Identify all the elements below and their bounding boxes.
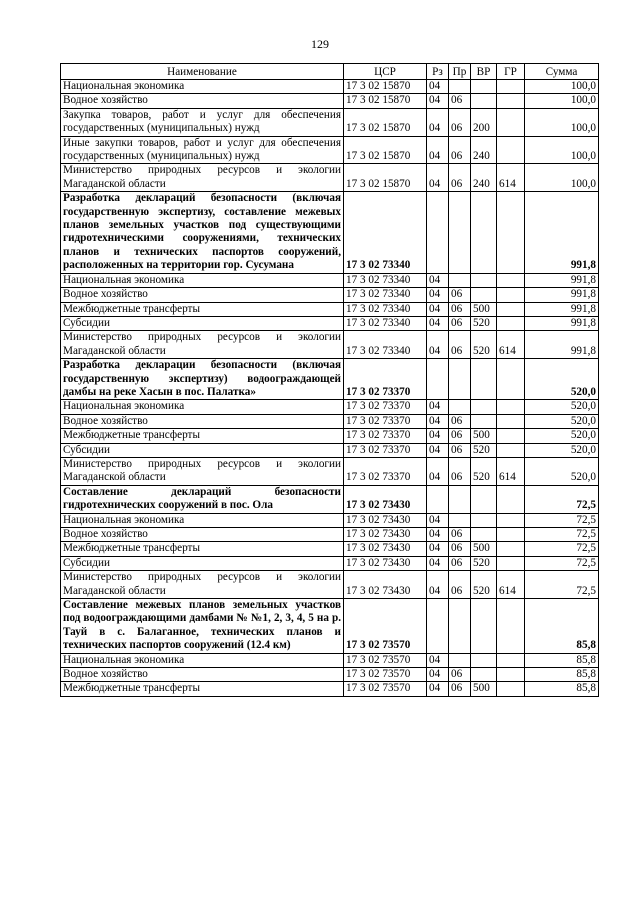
cell-pr: 06 [449, 108, 471, 136]
cell-rz: 04 [427, 94, 449, 108]
cell-name: Водное хозяйство [61, 288, 344, 302]
cell-rz: 04 [427, 288, 449, 302]
cell-csr: 17 3 02 73570 [344, 653, 427, 667]
cell-name: Министерство природных ресурсов и экологии Магаданской области [61, 331, 344, 359]
cell-sum: 520,0 [525, 443, 599, 457]
table-row [61, 192, 599, 273]
cell-pr: 06 [449, 528, 471, 542]
cell-name: Составление межевых планов земельных участков под водоограждающими дамбами № №1, 2, 3, 4, 5 на р. Тауй в с. Балаганное, технических планов и технических паспортов сооружений (12.4 км) [61, 599, 344, 654]
cell-rz: 04 [427, 513, 449, 527]
cell-sum: 85,8 [525, 653, 599, 667]
cell-vr: 240 [471, 136, 497, 164]
table-row [61, 414, 599, 428]
cell-sum: 520,0 [525, 457, 599, 485]
cell-rz: 04 [427, 528, 449, 542]
table-row [61, 457, 599, 485]
cell-csr: 17 3 02 73570 [344, 599, 427, 654]
cell-gr [497, 682, 525, 696]
cell-name: Национальная экономика [61, 80, 344, 94]
cell-gr [497, 136, 525, 164]
cell-name: Министерство природных ресурсов и экологии Магаданской области [61, 571, 344, 599]
cell-csr: 17 3 02 73370 [344, 443, 427, 457]
cell-csr: 17 3 02 15870 [344, 164, 427, 192]
table-row [61, 288, 599, 302]
cell-rz: 04 [427, 80, 449, 94]
cell-csr: 17 3 02 73340 [344, 192, 427, 273]
cell-gr: 614 [497, 457, 525, 485]
cell-rz: 04 [427, 457, 449, 485]
table-row [61, 400, 599, 414]
cell-sum: 991,8 [525, 331, 599, 359]
cell-csr: 17 3 02 15870 [344, 108, 427, 136]
cell-name: Разработка декларации безопасности (включая государственную экспертизу) водоограждающей дамбы на реке Хасын в пос. Палатка» [61, 359, 344, 400]
table-row [61, 682, 599, 696]
table-row [61, 108, 599, 136]
cell-vr [471, 528, 497, 542]
cell-name: Закупка товаров, работ и услуг для обеспечения государственных (муниципальных) нужд [61, 108, 344, 136]
cell-name: Национальная экономика [61, 653, 344, 667]
cell-sum: 72,5 [525, 571, 599, 599]
cell-sum: 72,5 [525, 513, 599, 527]
cell-vr: 500 [471, 302, 497, 316]
cell-pr: 06 [449, 542, 471, 556]
cell-gr [497, 668, 525, 682]
cell-vr: 520 [471, 331, 497, 359]
cell-rz: 04 [427, 429, 449, 443]
cell-name: Водное хозяйство [61, 94, 344, 108]
header-vr: ВР [471, 64, 497, 80]
cell-rz [427, 192, 449, 273]
cell-name: Министерство природных ресурсов и экологии Магаданской области [61, 164, 344, 192]
cell-csr: 17 3 02 73430 [344, 571, 427, 599]
cell-pr [449, 653, 471, 667]
table-row [61, 571, 599, 599]
cell-csr: 17 3 02 73370 [344, 359, 427, 400]
cell-pr [449, 400, 471, 414]
cell-csr: 17 3 02 73430 [344, 513, 427, 527]
cell-name: Межбюджетные трансферты [61, 429, 344, 443]
cell-pr [449, 599, 471, 654]
cell-sum: 100,0 [525, 94, 599, 108]
cell-name: Межбюджетные трансферты [61, 542, 344, 556]
cell-pr: 06 [449, 302, 471, 316]
table-row [61, 94, 599, 108]
cell-rz: 04 [427, 273, 449, 287]
cell-vr: 520 [471, 556, 497, 570]
cell-gr [497, 94, 525, 108]
table-row [61, 556, 599, 570]
cell-rz: 04 [427, 571, 449, 599]
cell-rz: 04 [427, 400, 449, 414]
cell-vr [471, 94, 497, 108]
cell-sum: 520,0 [525, 414, 599, 428]
cell-csr: 17 3 02 15870 [344, 80, 427, 94]
cell-pr: 06 [449, 429, 471, 443]
cell-csr: 17 3 02 73340 [344, 273, 427, 287]
cell-csr: 17 3 02 73370 [344, 414, 427, 428]
cell-csr: 17 3 02 73570 [344, 668, 427, 682]
cell-pr [449, 273, 471, 287]
cell-vr [471, 273, 497, 287]
cell-csr: 17 3 02 73340 [344, 316, 427, 330]
cell-gr [497, 599, 525, 654]
cell-csr: 17 3 02 73430 [344, 485, 427, 513]
cell-gr [497, 443, 525, 457]
table-row [61, 359, 599, 400]
cell-gr [497, 556, 525, 570]
cell-sum: 991,8 [525, 192, 599, 273]
table-row [61, 429, 599, 443]
cell-rz: 04 [427, 302, 449, 316]
cell-vr: 520 [471, 457, 497, 485]
cell-gr [497, 302, 525, 316]
cell-name: Субсидии [61, 316, 344, 330]
cell-sum: 100,0 [525, 80, 599, 94]
cell-gr [497, 414, 525, 428]
cell-sum: 85,8 [525, 599, 599, 654]
table-row [61, 80, 599, 94]
cell-rz [427, 485, 449, 513]
budget-table [60, 63, 599, 697]
cell-rz: 04 [427, 316, 449, 330]
header-sum: Сумма [525, 64, 599, 80]
cell-gr [497, 653, 525, 667]
cell-vr [471, 414, 497, 428]
table-row [61, 513, 599, 527]
cell-csr: 17 3 02 73340 [344, 288, 427, 302]
cell-name: Водное хозяйство [61, 668, 344, 682]
cell-vr [471, 192, 497, 273]
cell-vr [471, 359, 497, 400]
cell-rz: 04 [427, 136, 449, 164]
cell-vr [471, 80, 497, 94]
header-gr: ГР [497, 64, 525, 80]
cell-gr [497, 400, 525, 414]
table-row [61, 273, 599, 287]
cell-pr [449, 359, 471, 400]
cell-gr [497, 192, 525, 273]
table-body [61, 80, 599, 697]
cell-gr [497, 485, 525, 513]
cell-name: Составление деклараций безопасности гидротехнических сооружений в пос. Ола [61, 485, 344, 513]
cell-csr: 17 3 02 73430 [344, 556, 427, 570]
cell-vr [471, 288, 497, 302]
cell-name: Водное хозяйство [61, 528, 344, 542]
cell-csr: 17 3 02 73370 [344, 429, 427, 443]
cell-vr: 200 [471, 108, 497, 136]
header-csr: ЦСР [344, 64, 427, 80]
cell-sum: 85,8 [525, 682, 599, 696]
cell-gr [497, 513, 525, 527]
cell-vr [471, 599, 497, 654]
cell-gr [497, 359, 525, 400]
cell-gr [497, 528, 525, 542]
cell-name: Национальная экономика [61, 513, 344, 527]
page-number: 129 [311, 37, 329, 51]
cell-csr: 17 3 02 73570 [344, 682, 427, 696]
cell-vr [471, 668, 497, 682]
table-row [61, 485, 599, 513]
cell-sum: 991,8 [525, 273, 599, 287]
cell-sum: 520,0 [525, 400, 599, 414]
cell-pr: 06 [449, 94, 471, 108]
cell-csr: 17 3 02 73340 [344, 302, 427, 316]
table-row [61, 316, 599, 330]
cell-csr: 17 3 02 73370 [344, 457, 427, 485]
cell-csr: 17 3 02 73430 [344, 542, 427, 556]
cell-vr: 500 [471, 682, 497, 696]
cell-pr: 06 [449, 164, 471, 192]
cell-csr: 17 3 02 15870 [344, 136, 427, 164]
cell-sum: 72,5 [525, 485, 599, 513]
table-row [61, 443, 599, 457]
cell-sum: 100,0 [525, 136, 599, 164]
cell-gr [497, 80, 525, 94]
cell-pr: 06 [449, 288, 471, 302]
cell-pr: 06 [449, 571, 471, 599]
cell-gr: 614 [497, 571, 525, 599]
cell-rz: 04 [427, 331, 449, 359]
cell-name: Иные закупки товаров, работ и услуг для обеспечения государственных (муниципальных) нужд [61, 136, 344, 164]
cell-pr: 06 [449, 457, 471, 485]
cell-pr: 06 [449, 414, 471, 428]
cell-name: Субсидии [61, 556, 344, 570]
cell-gr: 614 [497, 331, 525, 359]
table-row [61, 136, 599, 164]
cell-name: Национальная экономика [61, 400, 344, 414]
cell-rz [427, 359, 449, 400]
cell-gr [497, 429, 525, 443]
table-row [61, 164, 599, 192]
cell-gr [497, 542, 525, 556]
table-row [61, 542, 599, 556]
cell-rz: 04 [427, 108, 449, 136]
cell-pr [449, 513, 471, 527]
cell-vr [471, 485, 497, 513]
cell-sum: 72,5 [525, 542, 599, 556]
cell-pr: 06 [449, 556, 471, 570]
cell-sum: 72,5 [525, 556, 599, 570]
cell-rz: 04 [427, 653, 449, 667]
cell-sum: 100,0 [525, 164, 599, 192]
cell-gr [497, 108, 525, 136]
cell-csr: 17 3 02 73340 [344, 331, 427, 359]
cell-vr [471, 513, 497, 527]
cell-sum: 100,0 [525, 108, 599, 136]
cell-vr: 240 [471, 164, 497, 192]
cell-sum: 991,8 [525, 316, 599, 330]
cell-pr: 06 [449, 443, 471, 457]
table-row [61, 302, 599, 316]
cell-vr [471, 400, 497, 414]
cell-vr: 500 [471, 542, 497, 556]
cell-rz: 04 [427, 443, 449, 457]
cell-rz: 04 [427, 542, 449, 556]
cell-name: Водное хозяйство [61, 414, 344, 428]
cell-sum: 991,8 [525, 288, 599, 302]
cell-vr: 520 [471, 316, 497, 330]
cell-sum: 520,0 [525, 429, 599, 443]
cell-vr [471, 653, 497, 667]
cell-pr: 06 [449, 682, 471, 696]
cell-sum: 72,5 [525, 528, 599, 542]
cell-rz [427, 599, 449, 654]
cell-name: Субсидии [61, 443, 344, 457]
cell-csr: 17 3 02 73430 [344, 528, 427, 542]
cell-rz: 04 [427, 556, 449, 570]
cell-gr [497, 273, 525, 287]
cell-gr [497, 288, 525, 302]
table-row [61, 668, 599, 682]
cell-sum: 991,8 [525, 302, 599, 316]
header-pr: Пр [449, 64, 471, 80]
cell-pr: 06 [449, 136, 471, 164]
header-name: Наименование [61, 64, 344, 80]
cell-csr: 17 3 02 15870 [344, 94, 427, 108]
cell-gr [497, 316, 525, 330]
header-rz: Рз [427, 64, 449, 80]
cell-name: Разработка деклараций безопасности (включая государственную экспертизу, составление межевых планов земельных участков под существующими гидротехническими сооружениями, технических планов и технических паспортов сооружений, расположенных на территории гор. Сусумана [61, 192, 344, 273]
cell-pr [449, 192, 471, 273]
table-header-row [61, 64, 599, 80]
cell-pr: 06 [449, 331, 471, 359]
cell-name: Межбюджетные трансферты [61, 302, 344, 316]
table-row [61, 599, 599, 654]
cell-pr [449, 80, 471, 94]
cell-rz: 04 [427, 164, 449, 192]
cell-pr [449, 485, 471, 513]
cell-name: Межбюджетные трансферты [61, 682, 344, 696]
cell-rz: 04 [427, 668, 449, 682]
cell-name: Министерство природных ресурсов и экологии Магаданской области [61, 457, 344, 485]
cell-name: Национальная экономика [61, 273, 344, 287]
cell-gr: 614 [497, 164, 525, 192]
cell-vr: 520 [471, 571, 497, 599]
cell-vr: 520 [471, 443, 497, 457]
table-row [61, 528, 599, 542]
cell-rz: 04 [427, 414, 449, 428]
cell-rz: 04 [427, 682, 449, 696]
table-row [61, 331, 599, 359]
table-row [61, 653, 599, 667]
cell-pr: 06 [449, 668, 471, 682]
cell-sum: 520,0 [525, 359, 599, 400]
cell-vr: 500 [471, 429, 497, 443]
cell-sum: 85,8 [525, 668, 599, 682]
cell-csr: 17 3 02 73370 [344, 400, 427, 414]
cell-pr: 06 [449, 316, 471, 330]
